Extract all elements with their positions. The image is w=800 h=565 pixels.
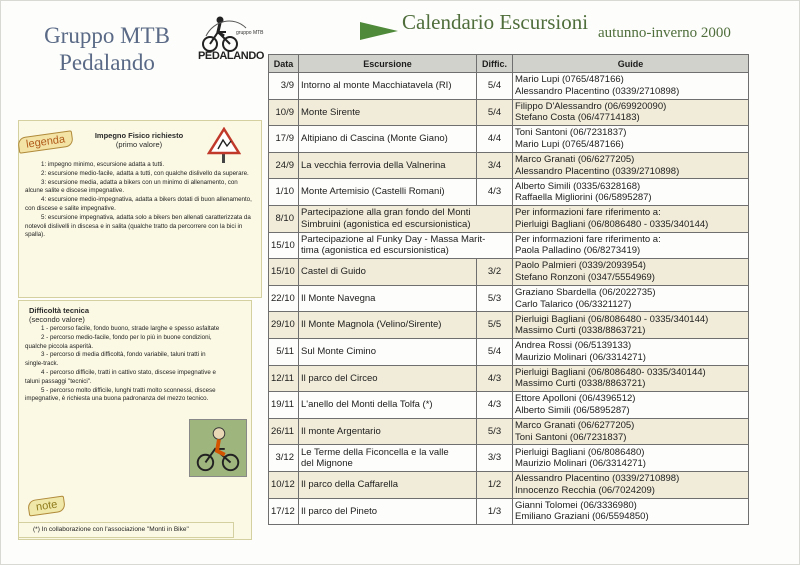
club-title (22, 22, 192, 76)
season-label: autunno-inverno 2000 (598, 25, 731, 41)
cell-guides (513, 179, 749, 206)
guide-line: Stefano Costa (06/47714183) (515, 112, 640, 124)
cell-guides (513, 126, 749, 153)
cell-guides (513, 205, 749, 232)
cell-trip (299, 498, 477, 525)
legend-panel (18, 112, 252, 532)
cell-guides (513, 471, 749, 498)
note-text: (*) In collaborazione con l'associazione "Monti in Bike" (18, 522, 234, 538)
cell-date: 10/12 (269, 471, 299, 498)
legend-heading-line2: (primo valore) (115, 140, 163, 149)
difficulty-heading-line2: (secondo valore) (29, 315, 85, 324)
biker-cartoon-image (189, 419, 247, 477)
table-row (269, 126, 749, 153)
club-title-line2: Pedalando (59, 50, 155, 75)
cell-difficulty: 3/3 (477, 445, 513, 472)
cell-trip (299, 99, 477, 126)
logo-wordmark: PEDALANDO (197, 50, 265, 62)
cell-date: 15/10 (269, 259, 299, 286)
cell-date: 22/10 (269, 285, 299, 312)
cell-guides (513, 418, 749, 445)
guide-line: Pierluigi Bagliani (06/8086480 - 0335/340144) (515, 313, 709, 325)
cell-guides (513, 338, 749, 365)
guide-line: Massimo Curti (0338/8863721) (515, 325, 646, 337)
trip-line: Partecipazione alla gran fondo del Monti (301, 207, 471, 219)
cell-difficulty: 4/3 (477, 392, 513, 419)
column-header-trip: Escursione (299, 55, 477, 73)
guide-line: Ettore Apolloni (06/4396512) (515, 393, 636, 405)
guide-line: Gianni Tolomei (06/3336980) (515, 499, 637, 511)
club-logo (196, 14, 266, 68)
guide-line: Paola Palladino (06/8273419) (515, 245, 641, 257)
cell-difficulty: 4/4 (477, 126, 513, 153)
legend-item: 1: impegno minimo, escursione adatta a tutti. (41, 161, 165, 168)
difficulty-item: 4 - percorso difficile, tratti in cattivo stato, discese impegnative e taluni passaggi "tecnici". (25, 368, 216, 385)
guide-line: Alessandro Placentino (0339/2710898) (515, 85, 680, 97)
guide-line: Filippo D'Alessandro (06/69920090) (515, 100, 667, 112)
trip-line: Monte Sirente (301, 106, 361, 118)
cell-guides (513, 498, 749, 525)
cell-guides (513, 285, 749, 312)
legend-item: 3: escursione media, adatta a bikers con un minimo di allenamento, con alcune salite e discese impegnative. (25, 178, 238, 195)
guide-line: Pierluigi Bagliani (06/8086480- 0335/340144) (515, 366, 706, 378)
table-body (269, 73, 749, 525)
cell-date: 12/11 (269, 365, 299, 392)
cell-date: 19/11 (269, 392, 299, 419)
table-row (269, 99, 749, 126)
guide-line: Graziano Sbardella (06/2022735) (515, 287, 656, 299)
excursion-table (268, 54, 749, 525)
cell-guides (513, 259, 749, 286)
guide-line: Innocenzo Recchia (06/7024209) (515, 484, 655, 496)
cell-difficulty: 4/3 (477, 365, 513, 392)
cell-trip (299, 232, 513, 259)
cell-difficulty: 3/2 (477, 259, 513, 286)
note-tag: note (27, 495, 66, 516)
cell-trip (299, 445, 477, 472)
trip-line: L'anello del Monti della Tolfa (*) (301, 399, 433, 411)
table-row (269, 445, 749, 472)
guide-line: Mario Lupi (0765/487166) (515, 74, 624, 86)
legend-item: 4: escursione medio-impegnativa, adatta a bikers dotati di buon allenamento, con discese e salite impegnative. (25, 196, 252, 212)
guide-line: Toni Santoni (06/7231837) (515, 431, 627, 443)
cell-date: 17/12 (269, 498, 299, 525)
table-row (269, 338, 749, 365)
cell-date: 5/11 (269, 338, 299, 365)
cell-guides (513, 152, 749, 179)
guide-line: Toni Santoni (06/7231837) (515, 127, 627, 139)
guide-line: Mario Lupi (0765/487166) (515, 138, 624, 150)
cell-trip (299, 152, 477, 179)
difficulty-heading (29, 306, 199, 324)
table-row (269, 285, 749, 312)
difficulty-item: 2 - percorso medio-facile, fondo per lo più in buone condizioni, qualche piccola asperità. (25, 333, 212, 350)
cell-guides (513, 99, 749, 126)
difficulty-item: 3 - percorso di media difficoltà, fondo variabile, taluni tratti in single-track. (25, 351, 206, 368)
table-row (269, 205, 749, 232)
cell-date: 8/10 (269, 205, 299, 232)
club-title-line1: Gruppo MTB (44, 23, 170, 48)
logo-caption: gruppo MTB (236, 30, 264, 36)
trip-line: Il monte Argentario (301, 425, 381, 437)
trip-line: La vecchia ferrovia della Valnerina (301, 159, 446, 171)
cell-guides (513, 232, 749, 259)
cell-guides (513, 312, 749, 339)
table-row (269, 312, 749, 339)
column-header-guides: Guide (513, 55, 749, 73)
legend-heading-line1: Impegno Fisico richiesto (94, 131, 184, 140)
trip-line: Il parco del Circeo (301, 372, 378, 384)
guide-line: Marco Granati (06/6277205) (515, 154, 635, 166)
column-header-date: Data (269, 55, 299, 73)
guide-line: Andrea Rossi (06/5139133) (515, 340, 632, 352)
cell-difficulty: 4/3 (477, 179, 513, 206)
table-row (269, 365, 749, 392)
trip-line: Partecipazione al Funky Day - Massa Marit- (301, 233, 486, 245)
cell-difficulty: 5/4 (477, 73, 513, 100)
legend-heading (79, 131, 199, 149)
guide-line: Marco Granati (06/6277205) (515, 420, 635, 432)
difficulty-list (25, 325, 225, 404)
table-row (269, 259, 749, 286)
cell-date: 29/10 (269, 312, 299, 339)
guide-line: Per informazioni fare riferimento a: (515, 233, 661, 245)
cell-date: 3/9 (269, 73, 299, 100)
cell-guides (513, 392, 749, 419)
guide-line: Pierluigi Bagliani (06/8086480 - 0335/340144) (515, 218, 709, 230)
table-row (269, 152, 749, 179)
column-header-difficulty: Diffic. (477, 55, 513, 73)
guide-line: Alberto Simili (0335/6328168) (515, 180, 641, 192)
trip-line: Il Monte Magnola (Velino/Sirente) (301, 319, 442, 331)
cell-date: 15/10 (269, 232, 299, 259)
guide-line: Carlo Talarico (06/3321127) (515, 298, 632, 310)
trip-line: Il Monte Navegna (301, 292, 376, 304)
table-row (269, 471, 749, 498)
trip-line: Intorno al monte Macchiatavela (RI) (301, 80, 452, 92)
guide-line: Alessandro Placentino (0339/2710898) (515, 473, 680, 485)
table-row (269, 498, 749, 525)
cell-guides (513, 365, 749, 392)
table-row (269, 392, 749, 419)
cell-date: 10/9 (269, 99, 299, 126)
calendar-title: Calendario Escursioni (402, 10, 589, 34)
cell-trip (299, 285, 477, 312)
trip-line: Le Terme della Ficoncella e la valle (301, 446, 449, 458)
cell-guides (513, 445, 749, 472)
difficulty-heading-line1: Difficoltà tecnica (29, 306, 90, 315)
cell-trip (299, 365, 477, 392)
cell-trip (299, 312, 477, 339)
legend-item: 5: escursione impegnativa, adatta solo a bikers ben allenati caratterizzata da notevoli dislivelli in discesa e in salita (qualche tratto da percorrere con la bici in spalla). (25, 213, 251, 239)
cell-difficulty: 3/4 (477, 152, 513, 179)
table-row (269, 73, 749, 100)
guide-line: Alessandro Placentino (0339/2710898) (515, 165, 680, 177)
trip-line: Altipiano di Cascina (Monte Giano) (301, 133, 448, 145)
difficulty-item: 1 - percorso facile, fondo buono, strade larghe e spesso asfaltate (41, 325, 220, 332)
trip-line: Monte Artemisio (Castelli Romani) (301, 186, 445, 198)
legend-tag: legenda (17, 130, 74, 154)
guide-line: Maurizio Molinari (06/3314271) (515, 458, 646, 470)
trip-line: tima (agonistica ed escursionistica) (301, 245, 449, 257)
cell-trip (299, 392, 477, 419)
table-row (269, 179, 749, 206)
cell-date: 24/9 (269, 152, 299, 179)
cell-difficulty: 1/2 (477, 471, 513, 498)
trip-line: Il parco del Pineto (301, 505, 378, 517)
guide-line: Pierluigi Bagliani (06/8086480) (515, 446, 645, 458)
cell-difficulty: 5/3 (477, 418, 513, 445)
guide-line: Stefano Ronzoni (0347/5554969) (515, 271, 655, 283)
cell-trip (299, 126, 477, 153)
trip-line: Simbruini (agonistica ed escursionistica) (301, 218, 471, 230)
warning-sign-icon (207, 127, 241, 163)
trip-line: Il parco della Caffarella (301, 478, 398, 490)
arrow-right-icon (360, 22, 398, 40)
cell-difficulty: 5/5 (477, 312, 513, 339)
legend-item: 2: escursione medio-facile, adatta a tutti, con qualche dislivello da superare. (41, 169, 249, 177)
legend-list (25, 161, 257, 240)
cell-guides (513, 73, 749, 100)
guide-line: Emiliano Graziani (06/5594850) (515, 511, 649, 523)
cell-difficulty: 1/3 (477, 498, 513, 525)
guide-line: Paolo Palmieri (0339/2093954) (515, 260, 646, 272)
table-header-row (269, 55, 749, 73)
difficulty-item: 5 - percorso molto difficile, lunghi tratti molto sconnessi, discese impegnative, è richiesta una buona padronanza del mezzo tecnico. (25, 386, 216, 403)
guide-line: Maurizio Molinari (06/3314271) (515, 351, 646, 363)
table-row (269, 418, 749, 445)
table-row (269, 232, 749, 259)
guide-line: Raffaella Migliorini (06/5895287) (515, 192, 652, 204)
guide-line: Alberto Simili (06/5895287) (515, 404, 630, 416)
cell-trip (299, 205, 513, 232)
cell-date: 17/9 (269, 126, 299, 153)
cell-date: 26/11 (269, 418, 299, 445)
cell-date: 1/10 (269, 179, 299, 206)
cell-date: 3/12 (269, 445, 299, 472)
cell-trip (299, 73, 477, 100)
trip-line: del Mignone (301, 458, 353, 470)
trip-line: Castel di Guido (301, 266, 366, 278)
cell-trip (299, 179, 477, 206)
cell-trip (299, 418, 477, 445)
trip-line: Sul Monte Cimino (301, 345, 376, 357)
cell-difficulty: 5/3 (477, 285, 513, 312)
cell-difficulty: 5/4 (477, 99, 513, 126)
guide-line: Massimo Curti (0338/8863721) (515, 378, 646, 390)
cell-trip (299, 259, 477, 286)
cell-trip (299, 471, 477, 498)
guide-line: Per informazioni fare riferimento a: (515, 207, 661, 219)
cell-trip (299, 338, 477, 365)
cell-difficulty: 5/4 (477, 338, 513, 365)
